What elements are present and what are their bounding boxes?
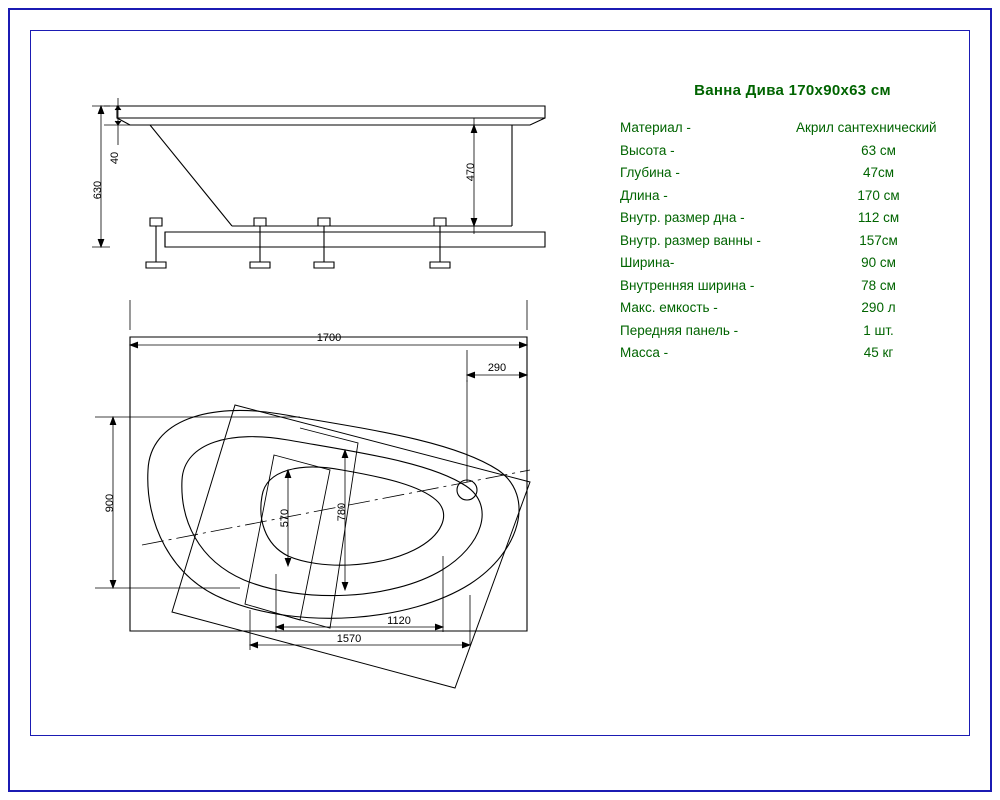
dim-text-570: 570	[279, 508, 291, 528]
spec-value: 45 кг	[863, 345, 894, 360]
dimension-630	[92, 106, 110, 247]
spec-label: Масса -	[620, 345, 669, 360]
spec-row	[620, 117, 965, 140]
plan-view	[95, 300, 530, 688]
spec-value: Акрил сантехнический	[796, 120, 937, 135]
spec-row	[620, 320, 965, 343]
spec-value: 47см	[862, 165, 895, 180]
spec-label: Передняя панель -	[620, 322, 739, 338]
spec-value: 170 см	[857, 187, 900, 203]
spec-label: Глубина -	[620, 165, 680, 180]
spec-label: Макс. емкость -	[620, 300, 718, 315]
spec-row	[620, 252, 965, 275]
dim-text-900: 900	[104, 493, 116, 513]
spec-label: Высота -	[620, 142, 675, 158]
dim-text-290: 290	[487, 362, 507, 374]
support-frame-beam	[165, 232, 545, 247]
plan-bounding-rect	[130, 337, 527, 631]
spec-value: 1 шт.	[863, 322, 894, 338]
spec-row	[620, 207, 965, 230]
dim-text-780: 780	[336, 502, 348, 522]
spec-value: 290 л	[861, 300, 896, 315]
bath-rim-profile	[117, 106, 545, 118]
dim-text-470: 470	[465, 162, 477, 182]
specification-table	[620, 82, 965, 365]
spec-value: 112 см	[857, 210, 900, 225]
leg-1	[146, 218, 166, 268]
spec-row	[620, 185, 965, 208]
spec-title: Ванна Дива 170x90x63 см	[694, 82, 891, 99]
dim-text-40: 40	[109, 151, 121, 165]
dim-text-1700: 1700	[316, 332, 342, 344]
dim-text-1120: 1120	[387, 615, 411, 627]
spec-value: 78 см	[861, 277, 896, 293]
spec-value: 63 см	[861, 142, 896, 158]
spec-row	[620, 140, 965, 163]
dim-text-1570: 1570	[336, 633, 362, 645]
dim-text-630: 630	[92, 180, 104, 200]
spec-label: Длина -	[620, 187, 668, 203]
bath-left-slope	[150, 125, 232, 226]
spec-label: Внутр. размер дна -	[620, 210, 745, 225]
spec-label: Ширина-	[620, 255, 675, 270]
spec-value: 90 см	[861, 255, 896, 270]
bath-inner-contour	[182, 437, 482, 596]
dimension-900	[95, 417, 300, 588]
drain-outlet	[457, 480, 477, 500]
spec-value: 157см	[859, 232, 898, 248]
bath-rim-underside	[117, 118, 545, 125]
spec-row	[620, 230, 965, 253]
spec-label: Материал -	[620, 120, 691, 135]
spec-row	[620, 297, 965, 320]
spec-row	[620, 162, 965, 185]
spec-label: Внутр. размер ванны -	[620, 232, 761, 248]
plan-rotated-outline	[172, 405, 530, 688]
dimension-40	[104, 98, 132, 145]
side-elevation-view	[92, 98, 545, 268]
spec-row	[620, 342, 965, 365]
bath-outer-contour	[148, 410, 519, 618]
spec-row	[620, 275, 965, 298]
spec-label: Внутренняя ширина -	[620, 277, 755, 293]
